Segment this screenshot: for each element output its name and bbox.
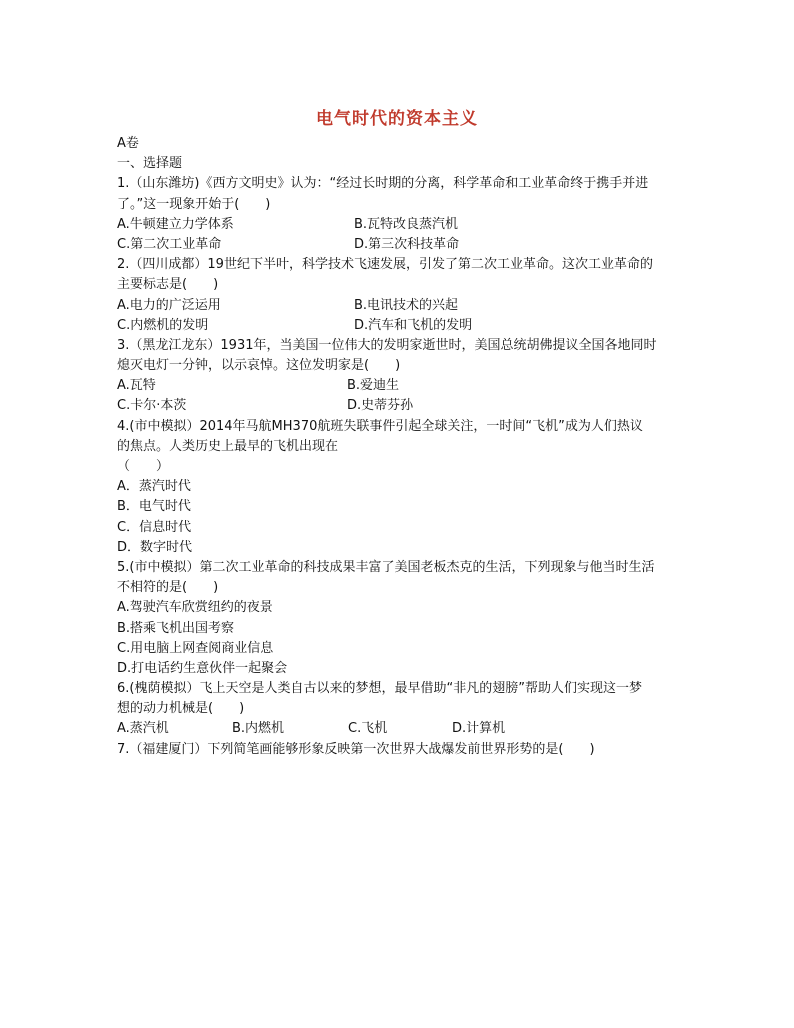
question-stem: 2.（四川成都）19世纪下半叶，科学技术飞速发展，引发了第二次工业革命。这次工业革命的: [117, 257, 653, 273]
section-heading: 一、选择题: [117, 156, 183, 172]
question-stem: 熄灭电灯一分钟，以示哀悼。这位发明家是( ): [117, 358, 401, 374]
option-c: C.卡尔·本茨: [117, 398, 187, 414]
question-4: [117, 417, 687, 558]
question-stem: 主要标志是( ): [117, 277, 219, 293]
option-a: A.牛顿建立力学体系: [117, 216, 234, 232]
option-a: A.蒸汽机: [117, 721, 169, 737]
option-b: B.内燃机: [232, 721, 285, 737]
question-stem: 7.（福建厦门）下列简笔画能够形象反映第一次世界大战爆发前世界形势的是( ): [117, 741, 595, 757]
option-d: D．数字时代: [117, 539, 193, 555]
option-a: A.电力的广泛运用: [117, 297, 221, 313]
question-stem: 1.（山东潍坊)《西方文明史》认为：“经过长时期的分离，科学革命和工业革命终于携手并进: [117, 176, 649, 192]
option-b: B.瓦特改良蒸汽机: [354, 216, 459, 232]
option-c: C.内燃机的发明: [117, 317, 209, 333]
question-stem: 6.(槐荫模拟）飞上天空是人类自古以来的梦想，最早借助“非凡的翅膀”帮助人们实现这一梦: [117, 681, 642, 697]
option-b: B.搭乘飞机出国考察: [117, 620, 235, 636]
answer-blank: （ ）: [117, 459, 170, 474]
question-5: [117, 558, 687, 679]
question-stem: 5.(市中模拟）第二次工业革命的科技成果丰富了美国老板杰克的生活，下列现象与他当时生活: [117, 559, 655, 575]
option-d: D.打电话约生意伙伴一起聚会: [117, 660, 288, 676]
option-b: B．电气时代: [117, 499, 191, 515]
option-c: C.用电脑上网查阅商业信息: [117, 640, 274, 656]
volume-label: A卷: [117, 136, 139, 151]
option-b: B.爱迪生: [347, 378, 400, 394]
question-1: [117, 174, 687, 255]
option-d: D.史蒂芬孙: [347, 398, 414, 414]
option-a: A.瓦特: [117, 378, 156, 394]
question-stem: 4.(市中模拟）2014年马航MH370航班失联事件引起全球关注，一时间“飞机”成为人们热议: [117, 418, 643, 434]
question-stem: 了。”这一现象开始于( ): [117, 196, 271, 212]
option-c: C.第二次工业革命: [117, 236, 222, 252]
option-c: C．信息时代: [117, 519, 192, 535]
question-3: [117, 336, 687, 417]
option-d: D.计算机: [452, 721, 506, 737]
question-stem: 想的动力机械是( ): [117, 701, 245, 717]
option-a: A．蒸汽时代: [117, 479, 191, 495]
option-a: A.驾驶汽车欣赏纽约的夜景: [117, 600, 273, 616]
page-title: 电气时代的资本主义: [316, 109, 478, 129]
question-6: [117, 679, 687, 740]
question-7: [117, 740, 687, 760]
question-stem: 不相符的是( ): [117, 580, 219, 596]
question-sheet: [117, 134, 687, 760]
option-d: D.第三次科技革命: [354, 236, 460, 252]
option-d: D.汽车和飞机的发明: [354, 317, 473, 333]
option-c: C.飞机: [348, 721, 388, 737]
question-2: [117, 255, 687, 336]
question-stem: 的焦点。人类历史上最早的飞机出现在: [117, 438, 339, 454]
option-b: B.电讯技术的兴起: [354, 297, 459, 313]
question-stem: 3.（黑龙江龙东）1931年，当美国一位伟大的发明家逝世时，美国总统胡佛提议全国各地同时: [117, 337, 657, 353]
